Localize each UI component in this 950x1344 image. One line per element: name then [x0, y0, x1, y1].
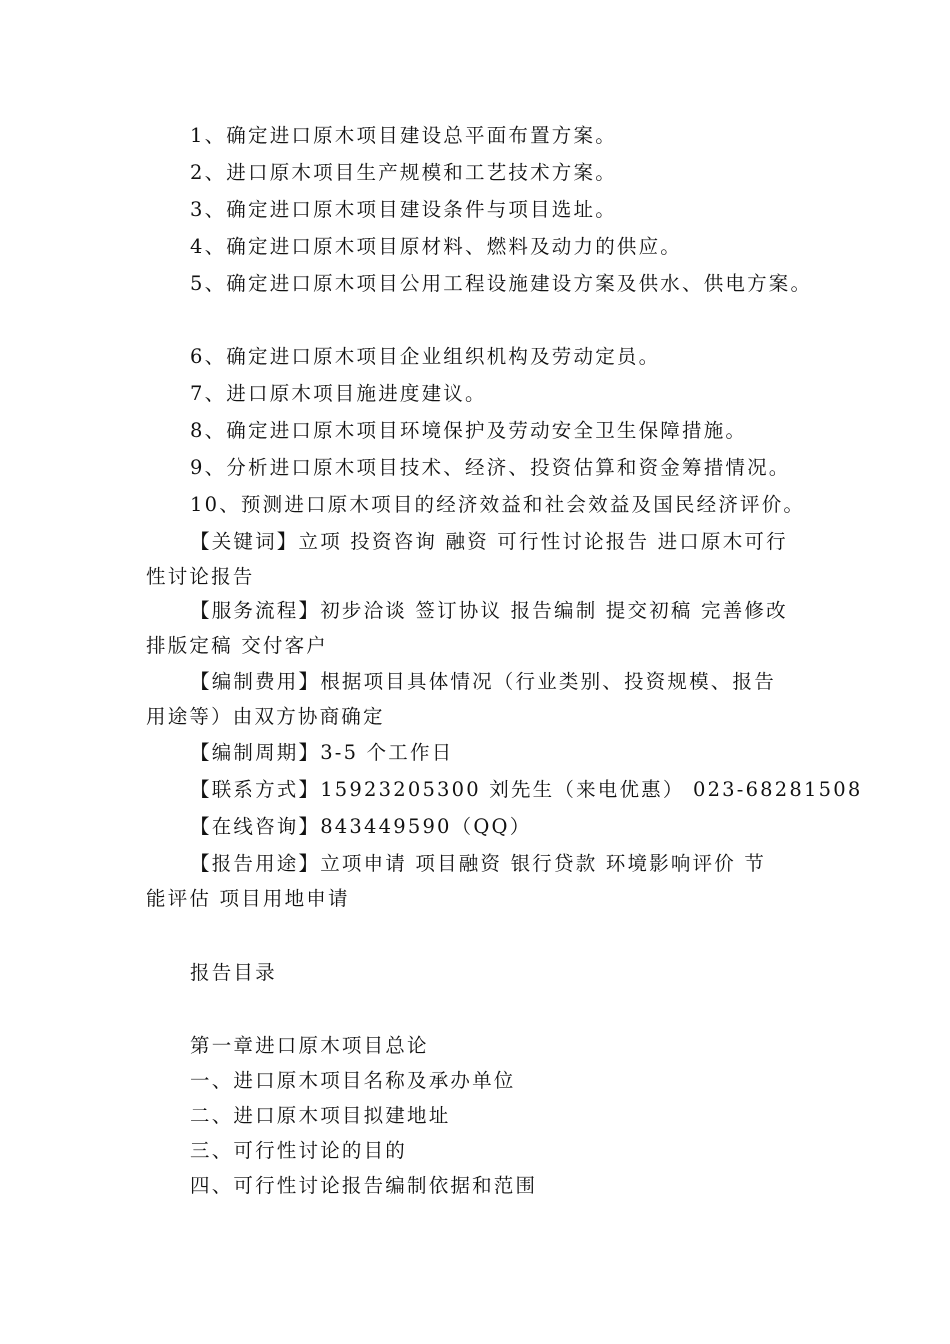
toc-item-4: 四、可行性讨论报告编制依据和范围: [190, 1174, 538, 1197]
chapter-title: 第一章进口原木项目总论: [190, 1034, 429, 1057]
usage-line-1: 【报告用途】立项申请 项目融资 银行贷款 环境影响评价 节: [190, 852, 767, 875]
keywords-line-1: 【关键词】立项 投资咨询 融资 可行性讨论报告 进口原木可行: [190, 530, 788, 553]
list-item-5: 5、确定进口原木项目公用工程设施建设方案及供水、供电方案。: [190, 272, 813, 295]
list-item-8: 8、确定进口原木项目环境保护及劳动安全卫生保障措施。: [190, 419, 748, 442]
contact-line: 【联系方式】15923205300 刘先生（来电优惠） 023-68281508: [190, 778, 863, 801]
fee-line-1: 【编制费用】根据项目具体情况（行业类别、投资规模、报告: [190, 670, 776, 693]
toc-item-1: 一、进口原木项目名称及承办单位: [190, 1069, 516, 1092]
period-line: 【编制周期】3-5 个工作日: [190, 741, 454, 764]
service-flow-line-2: 排版定稿 交付客户: [146, 634, 328, 657]
keywords-line-2: 性讨论报告: [146, 565, 255, 588]
list-item-2: 2、进口原木项目生产规模和工艺技术方案。: [190, 161, 617, 184]
usage-line-2: 能评估 项目用地申请: [146, 887, 350, 910]
toc-item-2: 二、进口原木项目拟建地址: [190, 1104, 451, 1127]
service-flow-line-1: 【服务流程】初步洽谈 签订协议 报告编制 提交初稿 完善修改: [190, 599, 788, 622]
toc-title: 报告目录: [190, 961, 277, 984]
fee-line-2: 用途等）由双方协商确定: [146, 705, 385, 728]
list-item-10: 10、预测进口原木项目的经济效益和社会效益及国民经济评价。: [190, 493, 806, 516]
list-item-3: 3、确定进口原木项目建设条件与项目选址。: [190, 198, 617, 221]
list-item-1: 1、确定进口原木项目建设总平面布置方案。: [190, 124, 617, 147]
list-item-6: 6、确定进口原木项目企业组织机构及劳动定员。: [190, 345, 661, 368]
list-item-9: 9、分析进口原木项目技术、经济、投资估算和资金筹措情况。: [190, 456, 791, 479]
list-item-7: 7、进口原木项目施进度建议。: [190, 382, 487, 405]
online-consult-line: 【在线咨询】843449590（QQ）: [190, 815, 532, 838]
list-item-4: 4、确定进口原木项目原材料、燃料及动力的供应。: [190, 235, 683, 258]
toc-item-3: 三、可行性讨论的目的: [190, 1139, 408, 1162]
